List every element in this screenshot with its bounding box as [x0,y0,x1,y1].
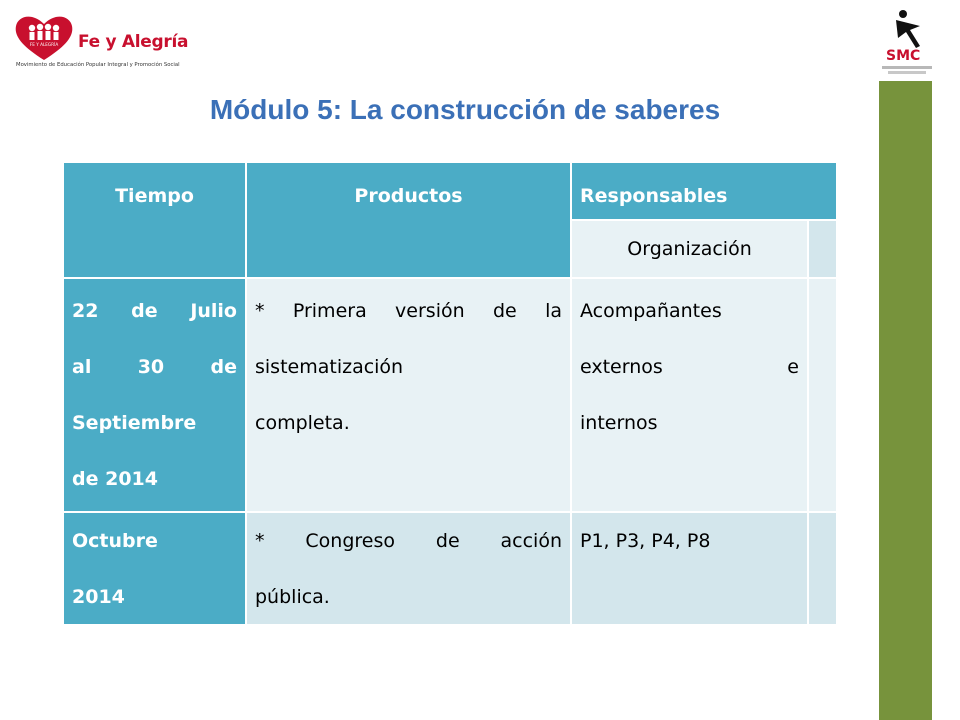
row2-tiempo [64,513,245,624]
logo-brand-name: Fe y Alegría [78,32,189,52]
svg-text:SMC: SMC [886,48,921,64]
header-responsables [572,163,836,219]
row2-productos-line: * Congreso de acción [255,530,562,552]
row2-tiempo-line: 2014 [72,586,125,608]
row1-extra [809,279,836,511]
row2-responsables [572,513,807,624]
smc-emblem-icon [876,8,938,66]
row1-tiempo-line: de 2014 [72,468,158,490]
svg-text:FE Y ALEGRÍA: FE Y ALEGRÍA [29,42,59,47]
row1-tiempo-line: Septiembre [72,412,197,434]
smc-caption-line [888,71,926,74]
fe-y-alegria-logo [14,12,189,72]
row2-responsables-line: P1, P3, P4, P8 [580,530,711,552]
row1-tiempo-line: al 30 de [72,356,237,378]
page-title: Módulo 5: La construcción de saberes [209,94,721,125]
row1-responsables-line: internos [580,412,658,434]
green-side-bar [879,81,932,720]
smc-caption-line [882,66,932,69]
row1-responsables-line: externos e [580,356,799,378]
heart-emblem-icon [14,14,74,62]
row2-tiempo-line: Octubre [72,530,158,552]
header-productos [247,163,570,277]
row2-productos [247,513,570,624]
smc-logo [876,8,938,78]
row1-productos-line: * Primera versión de la [255,300,562,322]
row1-productos-line: completa. [255,412,350,434]
logo-tagline: Movimiento de Educación Popular Integral y Promoción Social [16,62,180,68]
row1-productos [247,279,570,511]
header-tiempo-label: Tiempo [115,185,194,207]
row2-productos-line: pública. [255,586,330,608]
header-tiempo [64,163,245,277]
row1-productos-line: sistematización [255,356,404,378]
row1-responsables-line: Acompañantes [580,300,722,322]
header-productos-label: Productos [354,185,463,207]
subheader-empty [809,221,836,277]
subheader-organizacion [572,221,807,277]
header-responsables-label: Responsables [580,185,728,207]
row1-tiempo [64,279,245,511]
subheader-organizacion-label: Organización [627,238,752,260]
row1-tiempo-line: 22 de Julio [72,300,237,322]
row2-extra [809,513,836,624]
row1-responsables [572,279,807,511]
